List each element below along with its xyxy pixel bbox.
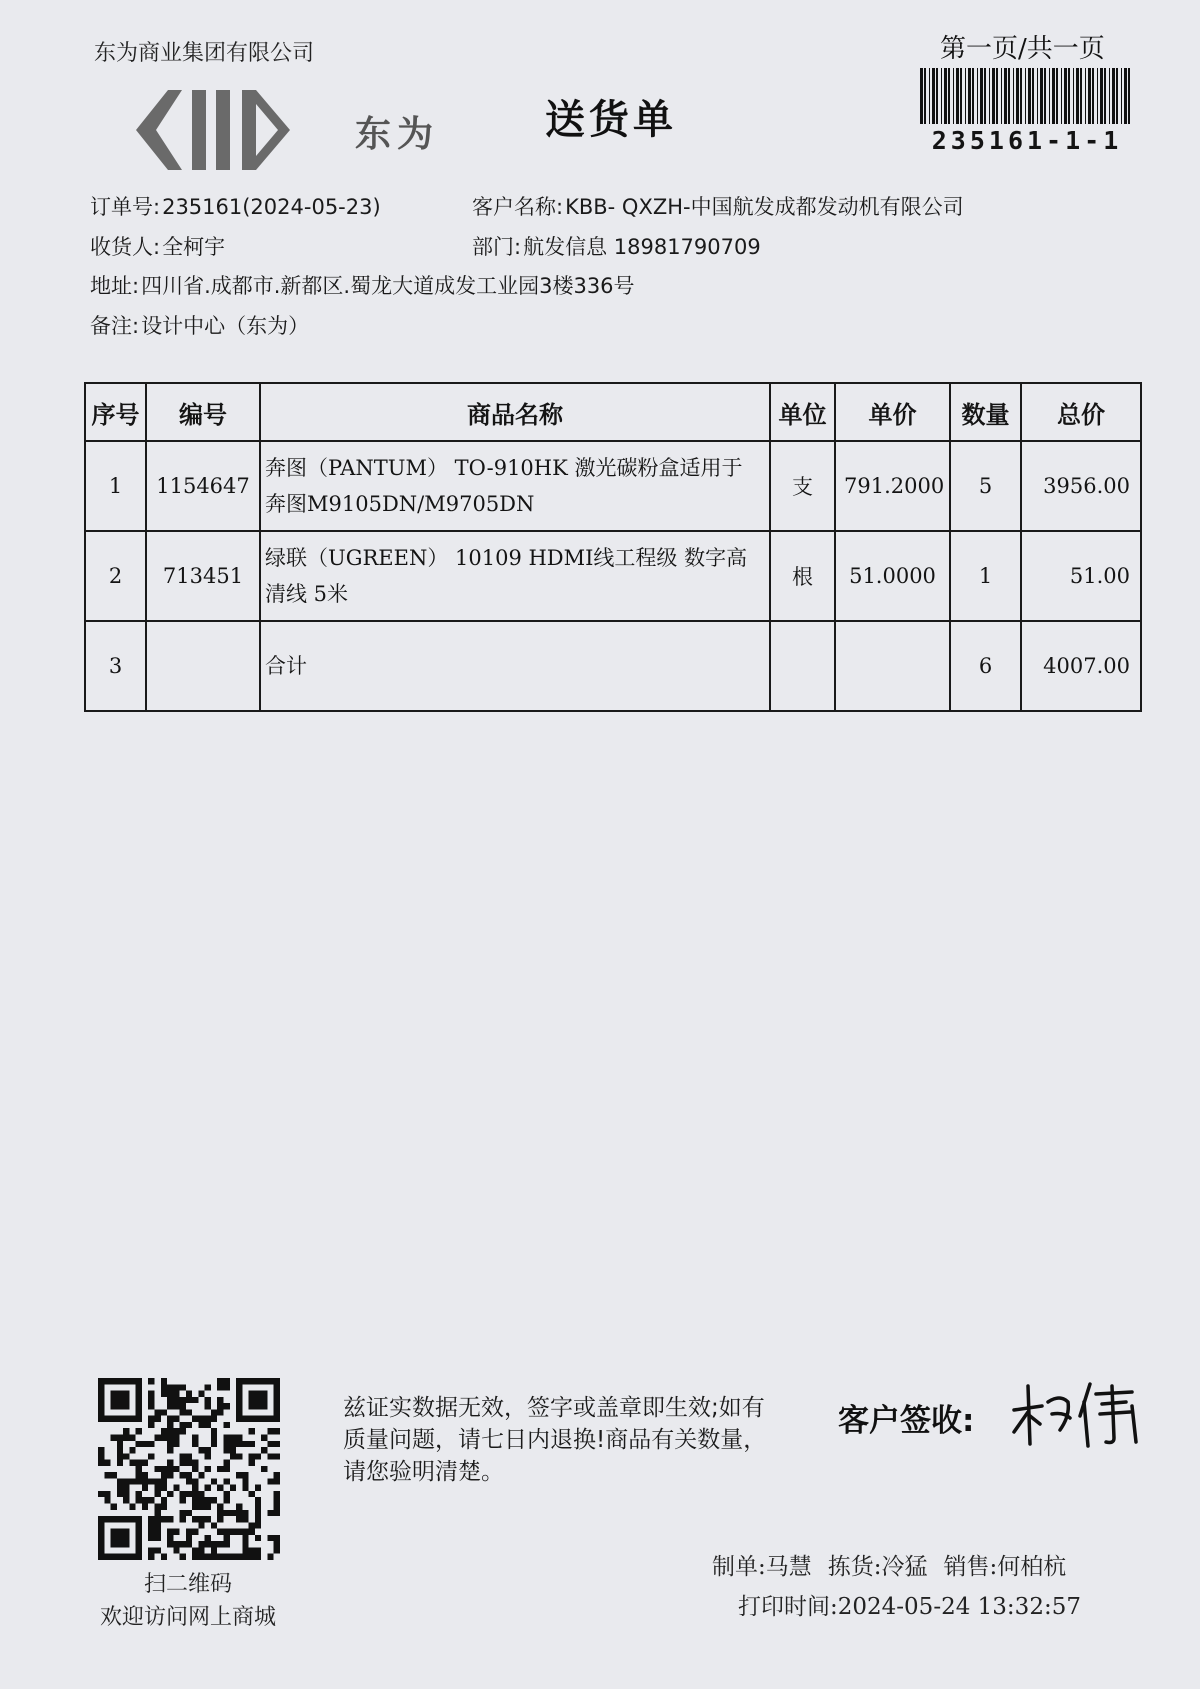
cell-seq: 1 (85, 441, 146, 531)
order-label: 订单号: (90, 195, 161, 219)
print-time: 打印时间:2024-05-24 13:32:57 (738, 1594, 1081, 1620)
header-total: 总价 (1021, 383, 1141, 441)
header-code: 编号 (146, 383, 260, 441)
barcode-icon (918, 68, 1136, 124)
table-row-total (85, 621, 1141, 711)
picker: 拣货:冷猛 (827, 1554, 928, 1580)
document-title: 送货单 (545, 97, 677, 143)
header-unit: 单位 (770, 383, 835, 441)
receiver-value: 全柯宇 (162, 235, 226, 259)
cell-price: 791.2000 (835, 441, 950, 531)
customer-sign-label: 客户签收: (838, 1403, 975, 1439)
cell-name: 绿联（UGREEN） 10109 HDMI线工程级 数字高清线 5米 (260, 531, 770, 621)
remark-value: 设计中心（东为） (141, 314, 310, 338)
address-value: 四川省.成都市.新都区.蜀龙大道成发工业园3楼336号 (141, 274, 635, 298)
qr-caption-line-1: 扫二维码 (143, 1572, 232, 1597)
qr-caption (80, 1568, 296, 1634)
table-header-row (85, 383, 1141, 441)
customer-name (472, 191, 964, 221)
staff-line (712, 1548, 1082, 1581)
header-qty: 数量 (950, 383, 1021, 441)
dept-value: 航发信息 18981790709 (523, 235, 761, 259)
order-value: 235161(2024-05-23) (162, 195, 381, 219)
validity-notice: 兹证实数据无效，签字或盖章即生效;如有质量问题，请七日内退换!商品有关数量，请您验明清楚。 (343, 1395, 767, 1485)
table-row (85, 441, 1141, 531)
remark-label: 备注: (90, 314, 140, 338)
cell-qty: 5 (950, 441, 1021, 531)
receiver-label: 收货人: (90, 235, 161, 259)
cell-unit: 支 (770, 441, 835, 531)
qr-caption-line-2: 欢迎访问网上商城 (99, 1605, 276, 1630)
cell-unit: 根 (770, 531, 835, 621)
maker: 制单:马慧 (712, 1554, 812, 1580)
header-seq: 序号 (85, 383, 146, 441)
cell-name: 合计 (260, 621, 770, 711)
items-table (84, 382, 1142, 712)
sales: 销售:何柏杭 (943, 1554, 1067, 1580)
cell-total: 4007.00 (1021, 621, 1141, 711)
table-row (85, 531, 1141, 621)
customer-label: 客户名称: (472, 195, 564, 219)
header-name: 商品名称 (260, 383, 770, 441)
receiver (90, 231, 225, 261)
cell-code: 713451 (146, 531, 260, 621)
cell-qty: 6 (950, 621, 1021, 711)
cell-price (835, 621, 950, 711)
remark (90, 310, 309, 340)
dept-label: 部门: (472, 235, 522, 259)
qr-code-icon (98, 1378, 280, 1560)
cell-total: 51.00 (1021, 531, 1141, 621)
cell-code: 1154647 (146, 441, 260, 531)
department (472, 231, 761, 261)
cell-name: 奔图（PANTUM） TO-910HK 激光碳粉盒适用于奔图M9105DN/M9705DN (260, 441, 770, 531)
address (90, 270, 635, 300)
cell-code (146, 621, 260, 711)
header-price: 单价 (835, 383, 950, 441)
cell-price: 51.0000 (835, 531, 950, 621)
barcode-number: 235161-1-1 (931, 126, 1123, 155)
page-indicator: 第一页/共一页 (940, 34, 1105, 64)
cell-seq: 2 (85, 531, 146, 621)
company-name: 东为商业集团有限公司 (94, 41, 315, 66)
cell-unit (770, 621, 835, 711)
order-number (90, 191, 381, 221)
cell-seq: 3 (85, 621, 146, 711)
handwritten-signature-icon (1008, 1372, 1148, 1452)
logo-text: 东为 (355, 114, 440, 155)
cell-qty: 1 (950, 531, 1021, 621)
company-logo-icon (130, 82, 330, 178)
cell-total: 3956.00 (1021, 441, 1141, 531)
address-label: 地址: (90, 274, 140, 298)
customer-value: KBB- QXZH-中国航发成都发动机有限公司 (565, 195, 964, 219)
